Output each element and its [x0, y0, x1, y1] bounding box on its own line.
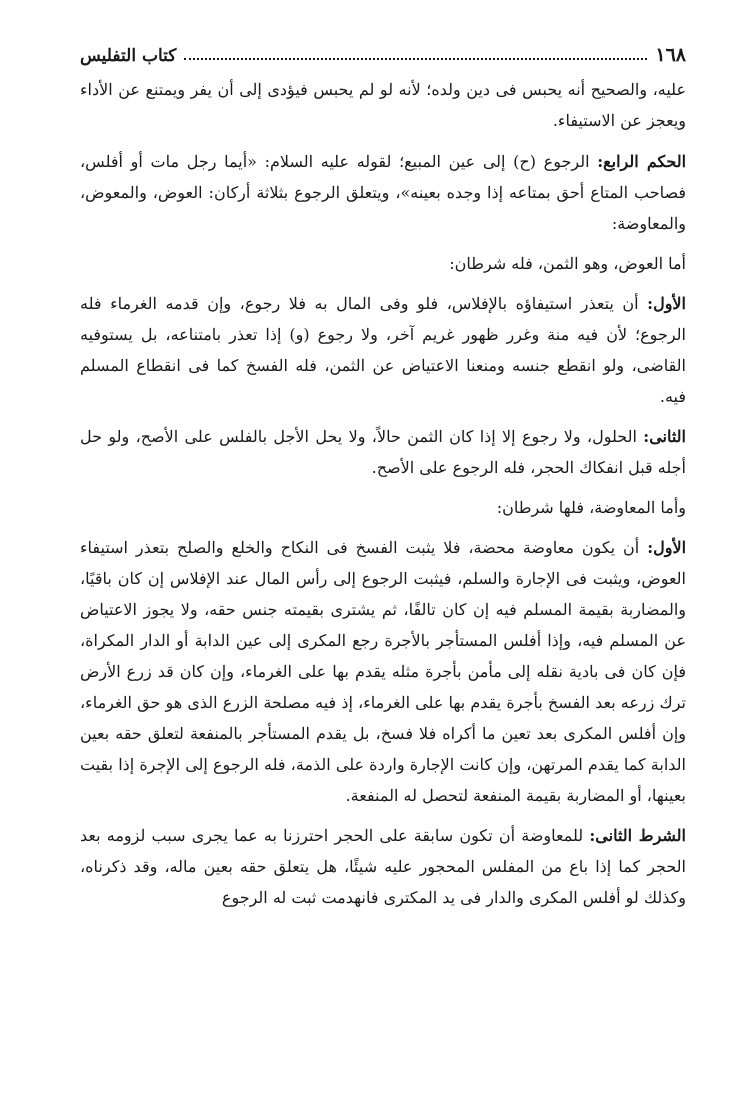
paragraph: الثانى: الحلول، ولا رجوع إلا إذا كان الثمن حالاً، ولا يحل الأجل بالفلس على الأصح، ولو حل أجله قبل انفكاك الحجر، فله الرجوع على الأصح. [80, 427, 686, 477]
paragraph: الأول: أن يكون معاوضة محضة، فلا يثبت الفسخ فى النكاح والخلع والصلح بتعذر استيفاء العوض، ويثبت فى الإجارة والسلم، فيثبت الرجوع إلى رأس المال عند الإفلاس إن كان باقيًا، والمضاربة بقيمة المسلم فيه إن كان تالفًا، ثم يشترى بقيمته جنس حقه، ولا يجوز الاعتياض عن المسلم فيه، وإذا أفلس المستأجر بالأجرة رجع المكرى إلى عين الدابة أو الدار المكراة، فإن كان فى بادية نقله إلى مأمن بأجرة مثله يقدم بها على الغرماء، وإن كان قد زرع الأرض ترك زرعه بعد الفسخ بأجرة يقدم بها على الغرماء، إذ فيه مصلحة الزرع الذى هو حق الغرماء، وإن أفلس المكرى بعد تعين ما أكراه فلا فسخ، بل يقدم المستأجر بالمنفعة لتعلق حقه بعين الدابة كما يقدم المرتهن، وإن كانت الإجارة واردة على الذمة، فله الرجوع إلى الإجرة إذا بقيت بعينها، أو المضاربة بقيمة المنفعة لتحصل له المنفعة. [80, 538, 687, 805]
paragraph: الحكم الرابع: الرجوع (ح) إلى عين المبيع؛ لقوله عليه السلام: «أيما رجل مات أو أفلس، فصاحب المتاع أحق بمتاعه إذا وجده بعينه»، ويتعلق الرجوع بثلاثة أركان: العوض، والمعوض، والمعاوضة: [80, 152, 687, 233]
paragraph: الأول: أن يتعذر استيفاؤه بالإفلاس، فلو وفى المال به فلا رجوع، وإن قدمه الغرماء فله الرجوع؛ لأن فيه منة وغرر ظهور غريم آخر، ولا رجوع (و) إذا تعذر بامتناعه، بل يستوفيه القاضى، ولو انقطع جنسه ومنعنا الاعتياض عن الثمن، فله الفسخ كما فى انقطاع المسلم فيه. [80, 294, 686, 406]
paragraph: أما العوض، وهو الثمن، فله شرطان: [449, 254, 686, 273]
page-body [80, 74, 686, 922]
running-title: كتاب التفليس [80, 46, 177, 66]
paragraph: الشرط الثانى: للمعاوضة أن تكون سابقة على الحجر احترزنا به عما يجرى سبب لزومه بعد الحجر كما إذا باع من المفلس المحجور عليه شيئًا، هل يتعلق حقه بعين ماله، وقد ذكرناه، وكذلك لو أفلس المكرى والدار فى يد المكترى فانهدمت ثبت له الرجوع [80, 826, 687, 907]
page-number: ١٦٨ [655, 44, 686, 66]
paragraph-heading: الثانى: [643, 427, 686, 446]
paragraph: عليه، والصحيح أنه يحبس فى دين ولده؛ لأنه لو لم يحبس فيؤدى إلى أن يفر ويمتنع عن الأداء ويعجز عن الاستيفاء. [80, 80, 686, 130]
paragraph-heading: الشرط الثانى: [589, 826, 686, 845]
paragraph: وأما المعاوضة، فلها شرطان: [496, 498, 686, 517]
paragraph-heading: الأول: [647, 538, 687, 557]
paragraph-heading: الأول: [647, 294, 686, 313]
page-header [80, 38, 686, 66]
paragraph-heading: الحكم الرابع: [597, 152, 687, 171]
header-dotted-leader [184, 58, 647, 60]
